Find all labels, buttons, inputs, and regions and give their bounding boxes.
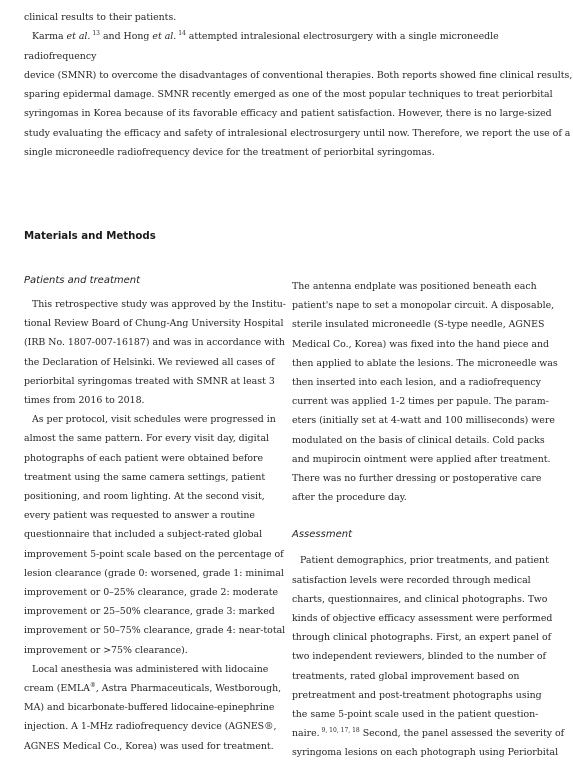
intro-line: device (SMNR) to overcome the disadvantages of conventional therapies. Both reports showed fine clinical results,: [24, 69, 573, 81]
body-line: improvement or 0–25% clearance, grade 2: moderate: [24, 587, 279, 599]
intro-line: single microneedle radiofrequency device for the treatment of periorbital syringomas.: [24, 147, 435, 159]
body-line: patient's nape to set a monopolar circuit. A disposable,: [292, 300, 555, 312]
body-line: Local anesthesia was administered with lidocaine: [32, 663, 269, 675]
intro-text: and Hong: [99, 31, 153, 43]
body-line: after the procedure day.: [292, 492, 407, 504]
citation-13: 13: [90, 30, 100, 38]
body-line: improvement or 50–75% clearance, grade 4: near-total: [24, 625, 286, 637]
intro-paragraph: [24, 27, 552, 66]
citation-14: 14: [176, 30, 186, 38]
intro-text: attempted intralesional electrosurgery with a single microneedle radiofrequency: [24, 31, 499, 62]
body-line: Medical Co., Korea) was fixed into the hand piece and: [292, 338, 550, 350]
body-line: times from 2016 to 2018.: [24, 395, 145, 407]
body-text: , Astra Pharmaceuticals, Westborough,: [95, 683, 282, 695]
body-line: through clinical photographs. First, an expert panel of: [292, 632, 552, 644]
body-line: current was applied 1-2 times per papule. The param-: [292, 396, 549, 408]
body-line: lesion clearance (grade 0: worsened, grade 1: minimal: [24, 567, 284, 579]
body-line: As per protocol, visit schedules were progressed in: [32, 414, 276, 426]
registered-mark: ®: [89, 682, 96, 690]
body-line: modulated on the basis of clinical details. Cold packs: [292, 434, 545, 446]
body-line: treatments, rated global improvement based on: [292, 670, 520, 682]
subsection-heading: Assessment: [292, 529, 352, 541]
body-line: [292, 724, 565, 743]
intro-line: syringomas in Korea because of its favorable efficacy and patient satisfaction. However, there is no large-sized: [24, 108, 552, 120]
citation-refs: 9, 10, 17, 18: [319, 727, 360, 735]
body-line: improvement or >75% clearance).: [24, 644, 188, 656]
body-line: improvement or 25–50% clearance, grade 3: marked: [24, 606, 275, 618]
et-al: et al.: [66, 31, 91, 43]
body-line: AGNES Medical Co., Korea) was used for treatment.: [24, 740, 274, 752]
body-line: periorbital syringomas treated with SMNR at least 3: [24, 375, 275, 387]
body-line: tional Review Board of Chung-Ang University Hospital: [24, 318, 284, 330]
section-title: Materials and Methods: [24, 231, 156, 242]
intro-line: sparing epidermal damage. SMNR recently emerged as one of the most popular techniques to treat periorbital: [24, 89, 553, 101]
body-line: treatment using the same camera settings, patient: [24, 471, 266, 483]
body-line: the same 5-point scale used in the patient question-: [292, 709, 539, 721]
body-line: two independent reviewers, blinded to the number of: [292, 651, 547, 663]
intro-lines: [24, 66, 573, 162]
body-line: questionnaire that included a subject-rated global: [24, 529, 263, 541]
body-line: positioning, and room lighting. At the second visit,: [24, 491, 265, 503]
subsection-heading: Patients and treatment: [24, 275, 141, 286]
body-line: MA) and bicarbonate-buffered lidocaine-epinephrine: [24, 702, 275, 714]
body-line: Patient demographics, prior treatments, and patient: [300, 555, 549, 567]
body-text: cream (EMLA: [24, 683, 90, 695]
intro-line: study evaluating the efficacy and safety of intralesional electrosurgery until now. Therefore, we report the use of a: [24, 127, 571, 139]
body-line: This retrospective study was approved by the Institu-: [32, 299, 286, 310]
body-line: [24, 679, 282, 698]
et-al: et al.: [152, 31, 177, 43]
intro-section: [24, 8, 573, 162]
body-line: then applied to ablate the lesions. The microneedle was: [292, 357, 558, 369]
body-line: sterile insulated microneedle (S-type needle, AGNES: [292, 319, 545, 331]
intro-line: clinical results to their patients.: [24, 12, 177, 23]
body-line: charts, questionnaires, and clinical photographs. Two: [292, 593, 548, 605]
body-line: The antenna endplate was positioned beneath each: [292, 281, 537, 292]
intro-text: Karma: [32, 31, 67, 43]
body-text: Second, the panel assessed the severity of: [359, 728, 565, 740]
body-line: injection. A 1-MHz radiofrequency device (AGNES®,: [24, 721, 277, 733]
body-line: then inserted into each lesion, and a radiofrequency: [292, 377, 541, 389]
body-line: photographs of each patient were obtained before: [24, 452, 264, 464]
right-column: [292, 277, 565, 763]
body-line: the Declaration of Helsinki. We reviewed all cases of: [24, 356, 275, 368]
body-line: syringoma lesions on each photograph using Periorbital: [292, 747, 559, 759]
body-line: and mupirocin ointment were applied after treatment.: [292, 453, 551, 465]
body-line: improvement 5-point scale based on the percentage of: [24, 548, 284, 560]
left-column: [24, 271, 286, 756]
body-line: every patient was requested to answer a routine: [24, 510, 255, 522]
body-line: satisfaction levels were recorded through medical: [292, 574, 531, 586]
body-line: eters (initially set at 4-watt and 100 milliseconds) were: [292, 415, 555, 427]
body-line: kinds of objective efficacy assessment were performed: [292, 613, 553, 625]
body-text: naire.: [292, 728, 320, 740]
body-line: almost the same pattern. For every visit day, digital: [24, 433, 270, 445]
body-line: There was no further dressing or postoperative care: [292, 473, 542, 485]
body-line: pretreatment and post-treatment photographs using: [292, 689, 542, 701]
body-line: (IRB No. 1807-007-16187) and was in accordance with: [24, 337, 285, 349]
